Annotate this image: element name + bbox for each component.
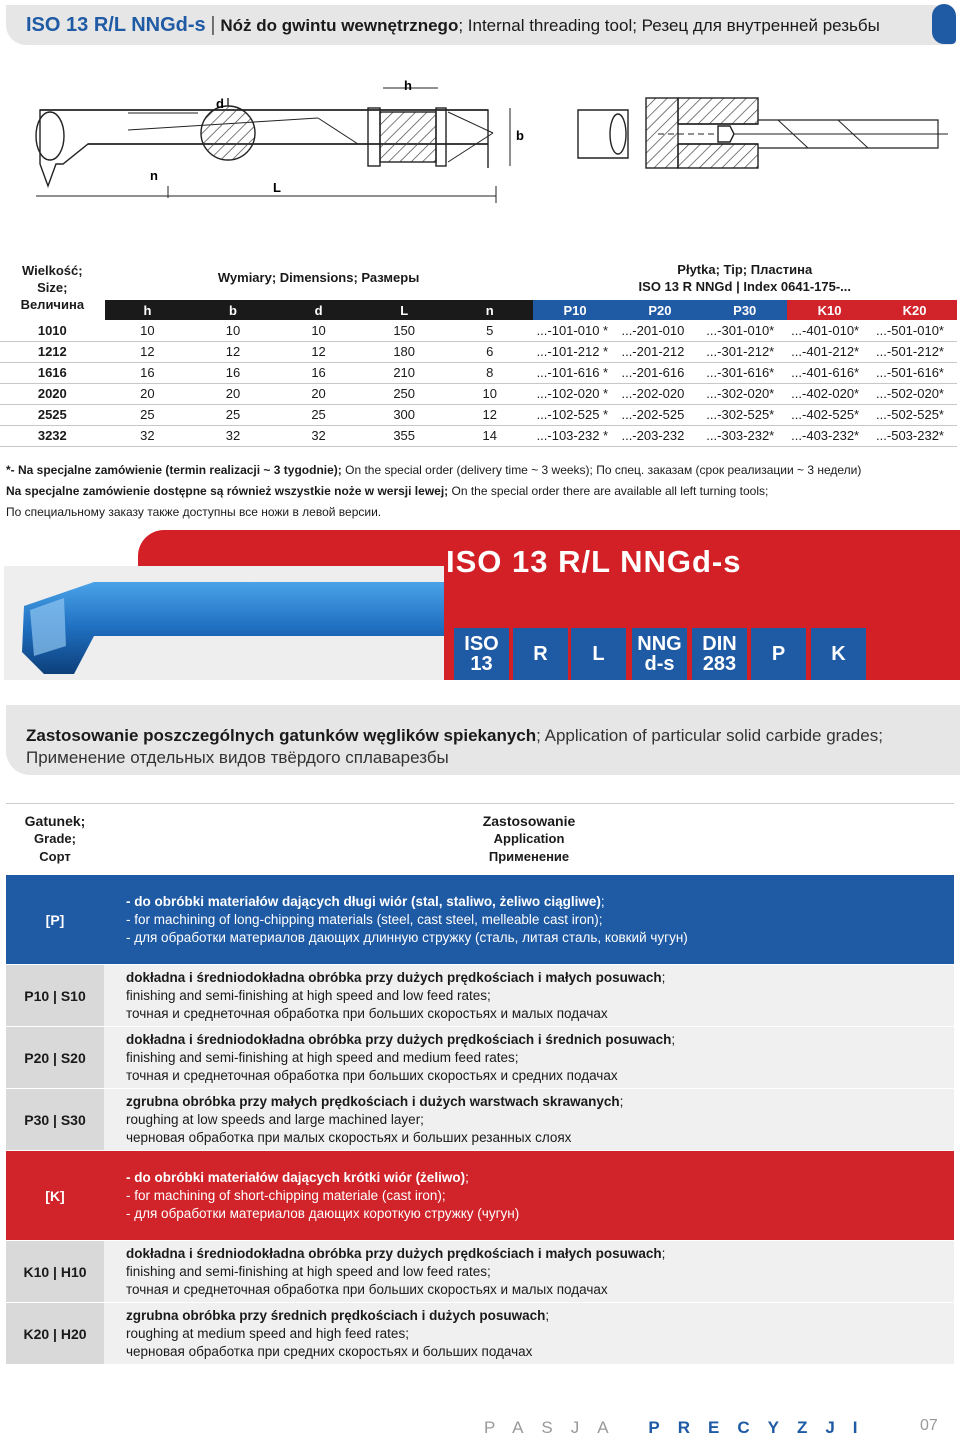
cell-b: 32 (190, 425, 276, 446)
grade-description (126, 1303, 946, 1364)
description-ru: - для обработки материалов дающих длинную стружку (сталь, литая сталь, ковкий чугун) (126, 929, 688, 945)
description-ru: - для обработки материалов дающих короткую стружку (чугун) (126, 1205, 520, 1221)
note2-bold: Na specjalne zamówienie dostępne są również wszystkie noże w wersji lewej; (6, 484, 449, 498)
col-L: L (361, 300, 447, 320)
description-en: roughing at medium speed and high feed rates; (126, 1325, 409, 1341)
grade-description (126, 1089, 946, 1150)
grade-cell: P30 | S30 (6, 1089, 104, 1150)
application-header-cell (104, 804, 954, 874)
cell-n: 8 (447, 362, 533, 383)
cell-h: 10 (105, 320, 191, 341)
badge-top: P (771, 643, 786, 665)
cell-L: 250 (361, 383, 447, 404)
cell-b: 25 (190, 404, 276, 425)
cell-p10: ...-102-020 * (533, 383, 618, 404)
col-p10: P10 (533, 300, 618, 320)
col-h: h (105, 300, 191, 320)
application-title-bold: Zastosowanie poszczególnych gatunków węglików spiekanych (26, 726, 537, 745)
cell-k20: ...-502-525* (872, 404, 957, 425)
badge-top: K (831, 643, 846, 665)
label-b: b (516, 128, 524, 143)
dimensions-header: Wymiary; Dimensions; Размеры (217, 270, 420, 285)
grade-description (126, 1241, 946, 1302)
cell-p20: ...-202-525 (617, 404, 702, 425)
badge-top: ISO (464, 633, 499, 655)
note3: По специальному заказу также доступны все ножи в левой версии. (6, 505, 382, 519)
title-code: ISO 13 R/L NNGd-s (26, 14, 206, 36)
badge-1 (513, 628, 568, 680)
cell-k10: ...-401-010* (787, 320, 872, 341)
grade-cell: K20 | H20 (6, 1303, 104, 1364)
description-en: roughing at low speeds and large machined layer; (126, 1111, 424, 1127)
badge-top: NNG (637, 633, 682, 655)
cell-k10: ...-401-212* (787, 341, 872, 362)
description-ru: точная и среднеточная обработка при больших скоростьях и средних подачах (126, 1067, 618, 1083)
cell-L: 355 (361, 425, 447, 446)
description-en: - for machining of long-chipping materials (steel, cast steel, melleable cast iron); (126, 911, 603, 927)
tool-image (4, 566, 444, 680)
grade-cell: [K] (45, 1187, 65, 1204)
application-header-pl: Zastosowanie (482, 813, 576, 829)
badge-bottom: d-s (644, 653, 675, 675)
cell-p10: ...-103-232 * (533, 425, 618, 446)
size-header (0, 255, 105, 320)
tip-header-code: ISO 13 R NNGd (638, 278, 733, 294)
footer-word2: PRECYZJI (648, 1418, 876, 1437)
note1-rest: On the special order (delivery time ~ 3 weeks); По спец. заказам (срок реализации ~ 3 недели) (341, 463, 862, 477)
grade-description (126, 1027, 946, 1088)
col-p20: P20 (617, 300, 702, 320)
cell-p20: ...-201-616 (617, 362, 702, 383)
description-pl-sep: ; (600, 893, 605, 909)
notes (6, 460, 956, 523)
description-pl-sep: ; (661, 1245, 666, 1261)
cell-L: 210 (361, 362, 447, 383)
grade-row (6, 1303, 954, 1365)
cell-d: 12 (276, 341, 362, 362)
grade-row (6, 1089, 954, 1151)
description-pl: dokładna i średniodokładna obróbka przy dużych prędkościach i małych posuwach (126, 1245, 662, 1261)
size-cell: 2525 (0, 404, 105, 425)
description-en: finishing and semi-finishing at high speed and medium feed rates; (126, 1049, 519, 1065)
grade-description (126, 965, 946, 1026)
badge-4 (692, 628, 747, 680)
grade-header-pl: Gatunek; (24, 813, 86, 829)
description-pl: - do obróbki materiałów dających długi wiór (stal, staliwo, żeliwo ciągliwe) (126, 893, 601, 909)
table-row (0, 320, 957, 341)
grade-description (126, 875, 946, 964)
badge-6 (811, 628, 866, 680)
cell-p30: ...-301-010* (702, 320, 787, 341)
col-n: n (447, 300, 533, 320)
cell-p30: ...-301-212* (702, 341, 787, 362)
table-row (0, 425, 957, 446)
badge-bottom: 283 (702, 653, 737, 675)
col-p30: P30 (702, 300, 787, 320)
cell-k20: ...-502-020* (872, 383, 957, 404)
description-pl: zgrubna obróbka przy średnich prędkościach i dużych posuwach (126, 1307, 546, 1323)
description-pl: dokładna i średniodokładna obróbka przy dużych prędkościach i małych posuwach (126, 969, 662, 985)
description-pl-sep: ; (545, 1307, 550, 1323)
table-row (0, 341, 957, 362)
grade-row (6, 1027, 954, 1089)
tip-header-title: Płytka; Tip; Пластина (677, 261, 813, 277)
grade-cell: P20 | S20 (6, 1027, 104, 1088)
table-row (0, 383, 957, 404)
cell-h: 16 (105, 362, 191, 383)
description-ru: точная и среднеточная обработка при больших скоростьях и малых подачах (126, 1005, 608, 1021)
grades-header-row (6, 803, 954, 875)
cell-L: 180 (361, 341, 447, 362)
label-d: d (216, 96, 224, 111)
grade-row (6, 1241, 954, 1303)
header-accent (932, 4, 956, 44)
badge-3 (632, 628, 687, 680)
cell-k10: ...-402-020* (787, 383, 872, 404)
cell-b: 10 (190, 320, 276, 341)
badge-0 (454, 628, 509, 680)
footer-slogan (484, 1418, 876, 1438)
title-rest: ; Internal threading tool; Резец для внутренней резьбы (458, 16, 880, 35)
table-row (0, 362, 957, 383)
cell-k20: ...-503-232* (872, 425, 957, 446)
label-h: h (404, 78, 412, 93)
size-header-en: Size; (37, 280, 68, 295)
grade-header-ru: Сорт (39, 849, 71, 864)
grade-cell: [P] (45, 911, 65, 928)
cell-k10: ...-402-525* (787, 404, 872, 425)
cell-L: 150 (361, 320, 447, 341)
label-L: L (273, 180, 281, 195)
cell-L: 300 (361, 404, 447, 425)
cell-p10: ...-101-010 * (533, 320, 618, 341)
cell-k20: ...-501-010* (872, 320, 957, 341)
cell-h: 20 (105, 383, 191, 404)
cell-n: 6 (447, 341, 533, 362)
technical-drawing (18, 68, 948, 228)
size-header-ru: Величина (20, 297, 85, 312)
badge-top: L (592, 643, 605, 665)
title-separator: | (210, 14, 216, 36)
col-k20: K20 (872, 300, 957, 320)
col-b: b (190, 300, 276, 320)
page-title (26, 14, 916, 37)
description-pl-sep: ; (465, 1169, 469, 1185)
size-cell: 1010 (0, 320, 105, 341)
col-k10: K10 (787, 300, 872, 320)
cell-h: 25 (105, 404, 191, 425)
cell-h: 12 (105, 341, 191, 362)
application-header (6, 705, 960, 775)
application-header-ru: Применение (488, 849, 570, 864)
cell-n: 14 (447, 425, 533, 446)
description-pl: zgrubna obróbka przy małych prędkościach i dużych warstwach skrawanych (126, 1093, 620, 1109)
size-cell: 2020 (0, 383, 105, 404)
grade-row (6, 1151, 954, 1241)
description-en: - for machining of short-chipping materiale (cast iron); (126, 1187, 446, 1203)
cell-p30: ...-303-232* (702, 425, 787, 446)
description-pl-sep: ; (671, 1031, 676, 1047)
grade-description (126, 1151, 946, 1240)
grade-row (6, 875, 954, 965)
cell-h: 32 (105, 425, 191, 446)
cell-n: 5 (447, 320, 533, 341)
badge-top: DIN (702, 633, 737, 655)
cell-k20: ...-501-212* (872, 341, 957, 362)
cell-k20: ...-501-616* (872, 362, 957, 383)
cell-p30: ...-302-525* (702, 404, 787, 425)
description-pl: - do obróbki materiałów dających krótki wiór (żeliwo) (126, 1169, 466, 1185)
cell-d: 32 (276, 425, 362, 446)
tip-header: Płytka; Tip; Пластина ISO 13 R NNGd | Index 0641-175-... (533, 255, 957, 300)
cell-b: 16 (190, 362, 276, 383)
badge-2 (571, 628, 626, 680)
description-pl-sep: ; (661, 969, 666, 985)
footer-word1: PASJA (484, 1418, 626, 1437)
cell-b: 12 (190, 341, 276, 362)
page-number: 07 (920, 1417, 938, 1434)
badge-5 (751, 628, 806, 680)
cell-d: 25 (276, 404, 362, 425)
note2-rest: On the special order there are available all left turning tools; (448, 484, 769, 498)
cell-p10: ...-101-212 * (533, 341, 618, 362)
description-ru: черновая обработка при малых скоростьях и больших резанных слоях (126, 1129, 572, 1145)
description-en: finishing and semi-finishing at high speed and low feed rates; (126, 987, 491, 1003)
description-pl-sep: ; (619, 1093, 624, 1109)
grade-header-en: Grade; (34, 831, 76, 846)
description-ru: черновая обработка при средних скоростьях и больших подачах (126, 1343, 533, 1359)
application-title-rest: ; Application of particular solid carbide grades; (536, 726, 883, 745)
note1-bold: *- Na specjalne zamówienie (termin realizacji ~ 3 tygodnie); (6, 463, 342, 477)
grade-cell: K10 | H10 (6, 1241, 104, 1302)
cell-n: 12 (447, 404, 533, 425)
cell-k10: ...-401-616* (787, 362, 872, 383)
cell-p30: ...-301-616* (702, 362, 787, 383)
cell-d: 20 (276, 383, 362, 404)
banner-title: ISO 13 R/L NNGd-s (446, 544, 742, 579)
size-cell: 1212 (0, 341, 105, 362)
application-title-ru: Применение отдельных видов твёрдого сплаварезбы (26, 748, 449, 767)
cell-p30: ...-302-020* (702, 383, 787, 404)
column-header-row (0, 300, 957, 320)
grade-cell: P10 | S10 (6, 965, 104, 1026)
size-cell: 3232 (0, 425, 105, 446)
size-header-pl: Wielkość; (22, 263, 83, 278)
grades-table (6, 803, 954, 1365)
size-cell: 1616 (0, 362, 105, 383)
description-pl: dokładna i średniodokładna obróbka przy dużych prędkościach i średnich posuwach (126, 1031, 672, 1047)
cell-d: 10 (276, 320, 362, 341)
application-header-en: Application (493, 831, 565, 846)
cell-k10: ...-403-232* (787, 425, 872, 446)
cell-d: 16 (276, 362, 362, 383)
cell-p10: ...-102-525 * (533, 404, 618, 425)
cell-p20: ...-201-010 (617, 320, 702, 341)
cell-n: 10 (447, 383, 533, 404)
label-n: n (150, 168, 158, 183)
badge-bottom: 13 (470, 653, 493, 675)
cell-p10: ...-101-616 * (533, 362, 618, 383)
title-polish: Nóż do gwintu wewnętrznego (220, 16, 459, 35)
col-d: d (276, 300, 362, 320)
cell-b: 20 (190, 383, 276, 404)
table-row (0, 404, 957, 425)
grade-header (6, 804, 104, 874)
description-ru: точная и среднеточная обработка при больших скоростьях и малых подачах (126, 1281, 608, 1297)
cell-p20: ...-201-212 (617, 341, 702, 362)
badge-top: R (533, 643, 548, 665)
cell-p20: ...-202-020 (617, 383, 702, 404)
dimensions-table (0, 255, 960, 447)
tip-header-index: Index 0641-175-... (743, 278, 852, 294)
grade-row (6, 965, 954, 1027)
description-en: finishing and semi-finishing at high speed and low feed rates; (126, 1263, 491, 1279)
cell-p20: ...-203-232 (617, 425, 702, 446)
